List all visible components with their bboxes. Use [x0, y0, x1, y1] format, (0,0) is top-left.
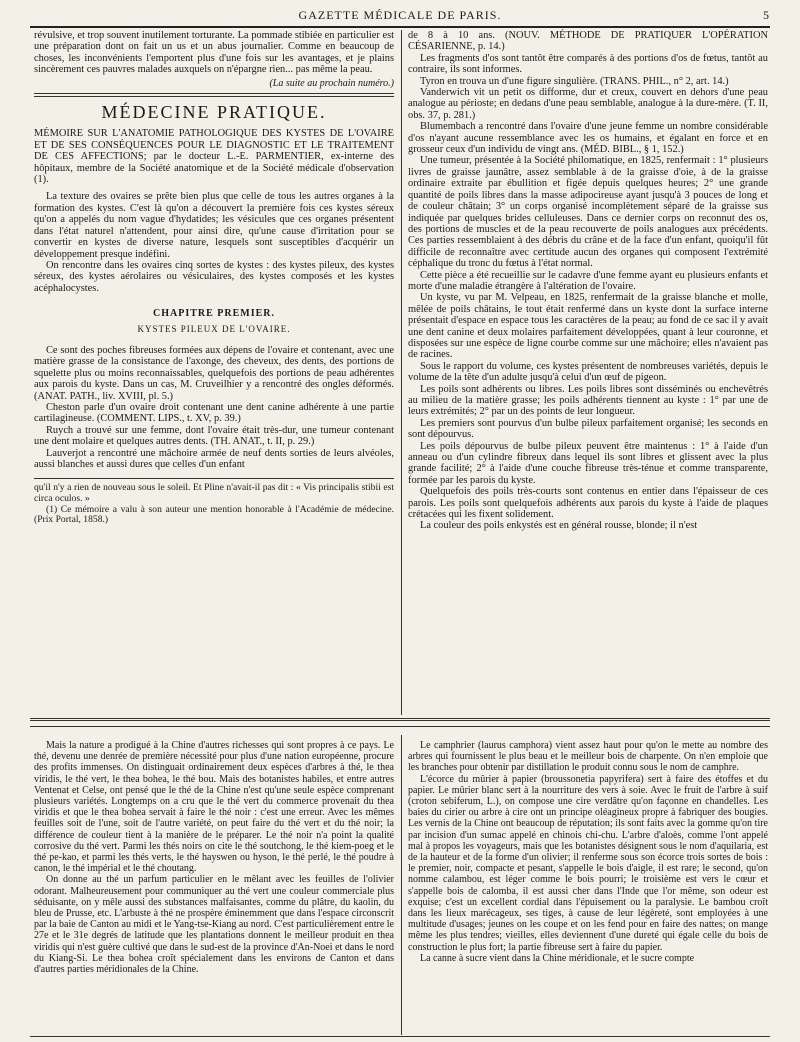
bottom-rule — [30, 1036, 770, 1037]
bottom-column-separator — [401, 735, 402, 1035]
journal-title: GAZETTE MÉDICALE DE PARIS. — [298, 8, 502, 22]
paragraph: Cheston parle d'un ovaire droit contenant une dent canine adhérente à une partie cartilagineuse. (COMMENT. LIPS., t. XV, p. 39.) — [34, 401, 394, 425]
footnote-rule — [34, 478, 394, 479]
feuilleton-left-column — [34, 740, 394, 975]
feuilleton-right-column — [408, 740, 768, 964]
paragraph: Vanderwich vit un petit os difforme, dur et creux, couvert en dehors d'une peau analogue au périoste; en dedans d'une peau semblable, analogue à la dure-mère. (T. II, obs. 37, p. 281.) — [408, 87, 768, 121]
paragraph: La canne à sucre vient dans la Chine méridionale, et le sucre compte — [420, 952, 695, 964]
paragraph: Les poils dépourvus de bulbe pileux peuvent être maintenus : 1° à l'aide d'un anneau ou d'un cylindre fibreux dans lequel ils sont libres et glissent avec la plus grande facilité; 2° à l'aide d'une couche fibreuse très-ténue et comme transparente, formée par les parois du kyste. — [408, 440, 768, 486]
paragraph: Ruych a trouvé sur une femme, dont l'ovaire était très-dur, une tumeur contenant une dent molaire et quelques autres dents. (TH. ANAT., t. II, p. 29.) — [34, 424, 394, 448]
paragraph: On rencontre dans les ovaires cinq sortes de kystes : des kystes pileux, des kystes séreux, des kystes aérolaires ou vésiculaires, des kystes composés et les kystes acéphalocystes. — [34, 259, 394, 294]
paragraph: Ce sont des poches fibreuses formées aux dépens de l'ovaire et contenant, avec une matière grasse de la consistance de l'axonge, des cheveux, des dents, des portions de squelette plus ou moins reconnaissables, quelquefois des portions de peau adhérentes aux parois du kyste. Dans un cas, M. Cruveilhier y a rencontré des ongles déformés. (ANAT. PATH., liv. XVIII, pl. 5.) — [34, 344, 394, 402]
header-rule — [30, 26, 770, 28]
column-separator — [401, 30, 402, 715]
right-column — [408, 30, 768, 532]
section-rule — [34, 93, 394, 97]
continuation-note: (La suite au prochain numéro.) — [269, 77, 394, 89]
paragraph: La couleur des poils enkystés est en général rousse, blonde; il n'est — [420, 520, 698, 532]
paragraph: On donne au thé un parfum particulier en le mêlant avec les feuilles de l'olivier odorant. Malheureusement pour communiquer au thé vert une couleur commerciale plus séduisante, on y mêle aussi des substances malfaisantes, comme du plâtre, du kaolin, du bleu de Prusse, etc. L'arbuste à thé ne prospère éminemment que dans l'espace circonscrit par la baie de Canton au midi et le Yang-tse-Kiang au nord. C'est particulièrement entre le 27e et le 31e degrés de latitude que les plantations donnent le meilleur produit en thea viridis qui n'est guère cultivé que dans le sud-est de la province d'An-Noei et dans le nord du Kiang-Si. Le thea bohea croît spécialement dans les environs de Canton et dans d'autres parties méridionales de la Chine. — [34, 874, 394, 976]
paragraph: Sous le rapport du volume, ces kystes présentent de nombreuses variétés, depuis le volume de la tête d'un adulte jusqu'à celui d'un œuf de pigeon. — [408, 360, 768, 384]
paragraph: Cette pièce a été recueillie sur le cadavre d'une femme ayant eu plusieurs enfants et morte d'une maladie étrangère à l'altération de l'ovaire. — [408, 269, 768, 292]
page-header — [30, 6, 770, 26]
left-column — [34, 30, 394, 526]
paragraph: La texture des ovaires se prête bien plus que celle de tous les autres organes à la formation des kystes. C'est là qu'on a découvert la première fois ces kystes séreux qu'on a appelés du nom vague d'hydatides; les vésicules que ces organes présentent dans l'état naturel n'attendent, pour ainsi dire, qu'une cause d'irritation pour se convertir en kystes de diverse nature, lesquels sont susceptibles d'acquérir un développement presque indéfini. — [34, 191, 394, 260]
paragraph: Lauverjot a rencontré une mâchoire armée de neuf dents sorties de leurs alvéoles, aussi blanches et aussi dures que celles d'un enfant — [34, 447, 394, 470]
paragraph: L'écorce du mûrier à papier (broussonetia papyrifera) sert à faire des étoffes et du papier. Le mûrier blanc sert à la nourriture des vers à soie. Avec le fruit de l'arbre à suif (croton sebiferum, L.), on compose une cire verdâtre qu'on façonne en chandelles. Les baies du cirier ou arbre à cire ont un principe oléagineux propre à fabriquer des bougies. Les vernis de la Chine ont beaucoup de réputation; ils sont faits avec la gomme qu'on tire par incision d'un sumac appelé en chinois chi-chu. L'arbre d'aloès, comme l'ont appelé mal à propos les voyageurs, mais que les botanistes désignent sous le nom d'aquilaria, est de la hauteur et de la forme d'un olivier; il renferme sous son écorce trois sortes de bois : le premier, noir, compacte et pesant, s'appelle le bois d'aigle, il est rare; le second, qu'on nomme calambou, est léger comme le bois pourri; le troisième est vers le cœur et s'appelle bois de calomba, il est aussi cher dans l'Inde que l'or même, son odeur est exquise; c'est un excellent cordial dans l'épuisement ou la paralysie. Le bambou croît dans les lieux marécageux, ses tiges, à cause de leur légèreté, sont employées à une multitude d'usages; jeunes on les coupe et on les fend pour en faire des nattes; on mange même les plus tendres; vieilles, elles deviennent d'une dureté qui égale celle du bois de construction le plus fort; la partie fibreuse sert à faire du papier. — [408, 773, 768, 953]
paragraph: de 8 à 10 ans. (NOUV. MÉTHODE DE PRATIQUER L'OPÉRATION CÉSARIENNE, p. 14.) — [408, 30, 768, 53]
paragraph: Les premiers sont pourvus d'un bulbe pileux parfaitement organisé; les seconds en sont dépourvus. — [408, 417, 768, 441]
feuilleton-divider — [30, 718, 770, 721]
paragraph: Mais la nature a prodigué à la Chine d'autres richesses qui sont propres à ce pays. Le thé, devenu une denrée de première nécessité pour plus d'une nation européenne, procure des profits immenses. On distinguait ordinairement deux espèces d'arbres à thé, le thea viridis, le thé vert, le thea bohea, le thé bou. Mais des botanistes habiles, et entre autres Ventenat et Celse, ont pensé que le thé de la Chine n'est qu'une seule espèce comprenant plusieurs variétés. Longtemps on a cru que le thé vert du commerce provenait du thea viridis et que le thea bohea servait à faire le thé noir : c'est une erreur. Avec les mêmes feuilles soit de l'une, soit de l'autre variété, on peut faire du thé vert et du thé noir; la différence de couleur tient à la manière de le préparer. Le thé noir n'a point la qualité corrosive du thé vert. Parmi les thés noirs on cite le thé soutchong, le thé kiem-poeg et le thé pe-kao, et parmi les thés verts, le thé hayswen ou hyson, le thé perlé, le thé poudre à canon, le thé impérial et le thé choutang. — [34, 740, 394, 875]
paragraph: Une tumeur, présentée à la Société philomatique, en 1825, renfermait : 1° plusieurs livres de graisse jaunâtre, assez semblable à de la graisse d'oie, à de la graisse ordinaire extraite par ébullition et figée depuis quelques heures; 2° une grande quantité de poils libres dans la masse adipocireuse ayant jusqu'à 3 pouces de long et de couleur châtain; 3° un corps organisé incomplètement séparé de la graisse sus indiquée par quelques brides celluleuses. Dans ce dernier corps on reconnut des os, des portions de muscles et de la peau recouverte de poils analogues aux précédents. Ces parties ressemblaient à des débris du crâne et de la face d'un enfant, quoiqu'il fût difficile de reconnaître avec certitude aucun des organes qui composent l'extrémité céphalique du tronc du fœtus à l'état normal. — [408, 155, 768, 270]
paragraph: Le camphrier (laurus camphora) vient assez haut pour qu'on le mette au nombre des arbres qui fournissent le plus beau et le meilleur bois de charpente. On n'en emploie que les branches pour obtenir par distillation le produit connu sous le nom de camphre. — [408, 740, 768, 774]
page-number: 5 — [763, 8, 770, 22]
paragraph: Les poils sont adhérents ou libres. Les poils libres sont disséminés ou enchevêtrés au milieu de la matière grasse; les poils adhérents tiennent au kyste : 1° par une de leurs extrémités; 2° par un des points de leur longueur. — [408, 383, 768, 418]
section-title: MÉDECINE PRATIQUE. — [101, 102, 327, 123]
feuilleton-divider-inner — [30, 726, 770, 727]
paragraph: Quelquefois des poils très-courts sont contenus en entier dans l'épaisseur de ces parois. Les poils sont quelquefois adhérents aux parois du kyste à l'aide de plaques crétacées qui les fixent solidement. — [408, 486, 768, 521]
footnote: (1) Ce mémoire a valu à son auteur une mention honorable à l'Académie de médecine. (Prix Portal, 1858.) — [34, 503, 394, 526]
paragraph: Blumembach a rencontré dans l'ovaire d'une jeune femme un nombre considérable d'os n'ayant aucune ressemblance avec les os humains, et égalant en force et en grosseur ceux d'un individu de vingt ans. (MÉD. BIBL., § 1, 152.) — [408, 121, 768, 156]
paragraph: Tyron en trouva un d'une figure singulière. (TRANS. PHIL., n° 2, art. 14.) — [420, 75, 729, 87]
intro-paragraph: révulsive, et trop souvent inutilement torturante. La pommade stibiée en particulier est une préparation dont on fait un us et un abus journalier. Comme en beaucoup de choses, les inconvénients l'emportent plus d'une fois sur les avantages, et je plains sincèrement ces pauvres malades auxquels on n'épargne rien... pas même la peau. — [34, 30, 394, 76]
footnote-continuation: qu'il n'y a rien de nouveau sous le soleil. Et Pline n'avait-il pas dit : « Vis principalis stibii est circa oculos. » — [34, 482, 394, 504]
memoire-heading: MÉMOIRE SUR L'ANATOMIE PATHOLOGIQUE DES KYSTES DE L'OVAIRE ET DE SES CONSÉQUENCES POUR LE DIAGNOSTIC ET LE TRAITEMENT DE CES AFFECTIONS; par le docteur L.-E. PARMENTIER, ex-interne des hôpitaux, membre de la Société anatomique et de la Société médicale d'observation (1). — [34, 128, 394, 186]
paragraph: Les fragments d'os sont tantôt être comparés à des portions d'os de fœtus, tantôt au contraire, ils sont informes. — [408, 52, 768, 76]
chapter-subtitle: KYSTES PILEUX DE L'OVAIRE. — [137, 323, 291, 334]
chapter-title: CHAPITRE PREMIER. — [152, 308, 275, 320]
paragraph: Un kyste, vu par M. Velpeau, en 1825, renfermait de la graisse blanche et molle, mêlée de poils châtains, le tout était renfermé dans un kyste dont la surface interne présentait d'espace en espace tous les caractères de la peau; au fond de ce sac il y avait une dent canine et deux molaires parfaitement développées, quant à leur couronne, et disposées sur une espèce de ligne courbe comme sur une mâchoire; elles n'avaient pas de racines. — [408, 292, 768, 361]
